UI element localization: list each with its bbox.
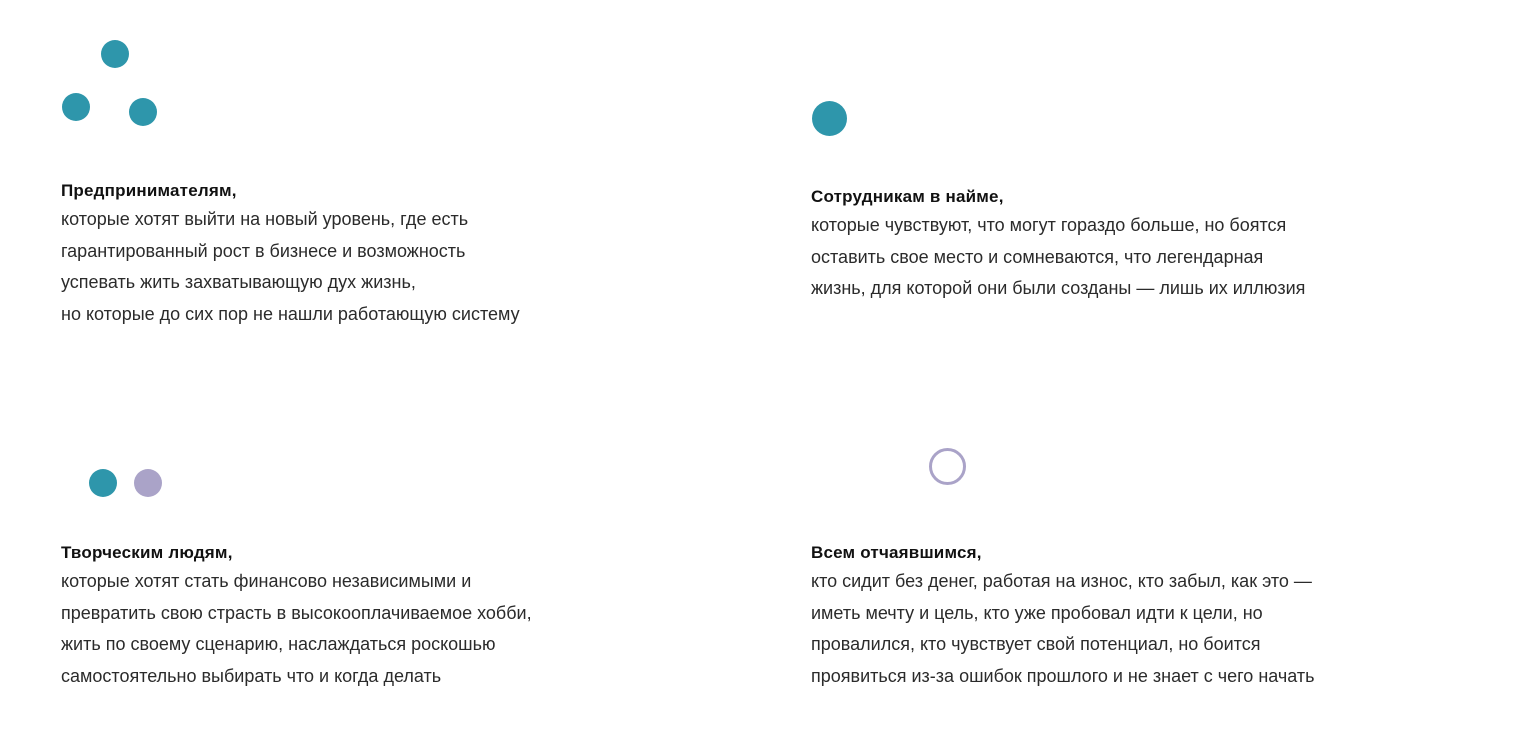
card-description: которые хотят выйти на новый уровень, где есть гарантированный рост в бизнесе и возможность успевать жить захватывающую дух жизнь, но которые до сих пор не нашли работающую систему [61, 209, 520, 324]
audience-card-entrepreneurs [61, 180, 721, 330]
audience-card-creatives [61, 542, 721, 692]
card-title: Всем отчаявшимся, [811, 543, 982, 562]
audience-card-employees [811, 186, 1471, 305]
card-description: которые чувствуют, что могут гораздо больше, но боятся оставить свое место и сомневаются, что легендарная жизнь, для которой они были созданы — лишь их иллюзия [811, 215, 1306, 298]
dot-icon [134, 469, 162, 497]
card-description: кто сидит без денег, работая на износ, кто забыл, как это — иметь мечту и цель, кто уже пробовал идти к цели, но провалился, кто чувствует свой потенциал, но боится проявиться из-за ошибок прошлого и не знает с чего начать [811, 571, 1315, 686]
dot-icon [812, 101, 847, 136]
card-title: Творческим людям, [61, 543, 233, 562]
card-title: Сотрудникам в найме, [811, 187, 1004, 206]
card-title: Предпринимателям, [61, 181, 237, 200]
dot-icon [89, 469, 117, 497]
dot-icon [129, 98, 157, 126]
dot-icon [101, 40, 129, 68]
card-description: которые хотят стать финансово независимыми и превратить свою страсть в высокооплачиваемое хобби, жить по своему сценарию, наслаждаться роскошью самостоятельно выбирать что и когда делать [61, 571, 532, 686]
dot-icon [62, 93, 90, 121]
ring-dot-icon [929, 448, 966, 485]
audience-card-desperate [811, 542, 1471, 692]
